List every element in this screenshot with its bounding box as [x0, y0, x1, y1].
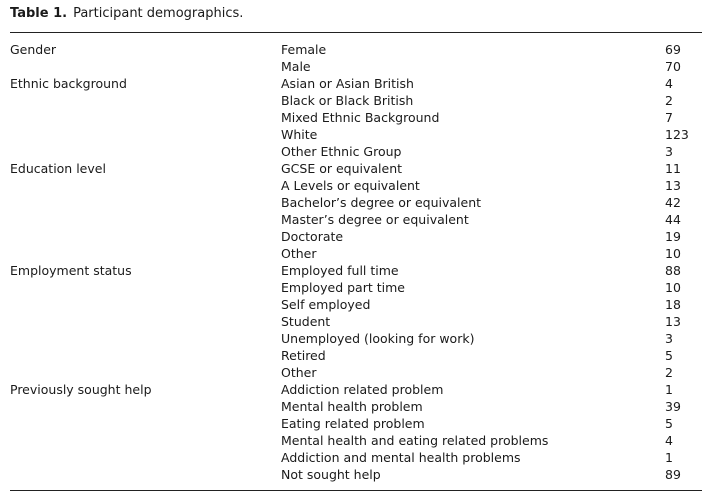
table-caption [10, 5, 243, 23]
item-cell: Other Ethnic Group [281, 144, 402, 159]
table-row [0, 279, 712, 296]
table-row [0, 364, 712, 381]
value-cell: 13 [665, 178, 681, 193]
value-cell: 10 [665, 246, 681, 261]
value-cell: 13 [665, 314, 681, 329]
table-row [0, 92, 712, 109]
item-cell: Self employed [281, 297, 371, 312]
category-cell: Employment status [10, 263, 132, 278]
table-row [0, 330, 712, 347]
table-row [0, 211, 712, 228]
table-row [0, 177, 712, 194]
table-row [0, 228, 712, 245]
table-label: Table 1. [10, 6, 68, 21]
table-row [0, 415, 712, 432]
table-row [0, 296, 712, 313]
table-row [0, 58, 712, 75]
table-row [0, 143, 712, 160]
item-cell: Eating related problem [281, 416, 425, 431]
table-row [0, 126, 712, 143]
item-cell: Master’s degree or equivalent [281, 212, 469, 227]
item-cell: A Levels or equivalent [281, 178, 420, 193]
top-rule [10, 32, 702, 33]
category-cell: Education level [10, 161, 106, 176]
value-cell: 4 [665, 76, 673, 91]
table-row [0, 245, 712, 262]
value-cell: 44 [665, 212, 681, 227]
value-cell: 19 [665, 229, 681, 244]
value-cell: 1 [665, 382, 673, 397]
item-cell: Employed part time [281, 280, 405, 295]
value-cell: 2 [665, 365, 673, 380]
value-cell: 3 [665, 144, 673, 159]
value-cell: 3 [665, 331, 673, 346]
category-cell: Gender [10, 42, 57, 57]
table-row [0, 381, 712, 398]
item-cell: Bachelor’s degree or equivalent [281, 195, 482, 210]
table-row [0, 449, 712, 466]
table-row [0, 466, 712, 483]
bottom-rule [10, 490, 702, 491]
item-cell: Unemployed (looking for work) [281, 331, 475, 346]
table-row [0, 194, 712, 211]
value-cell: 5 [665, 416, 673, 431]
table-caption-text: Participant demographics. [73, 6, 244, 21]
item-cell: GCSE or equivalent [281, 161, 403, 176]
value-cell: 7 [665, 110, 673, 125]
item-cell: Mental health problem [281, 399, 423, 414]
item-cell: Retired [281, 348, 326, 363]
item-cell: Asian or Asian British [281, 76, 414, 91]
item-cell: Other [281, 246, 317, 261]
table-row [0, 398, 712, 415]
value-cell: 69 [665, 42, 681, 57]
value-cell: 70 [665, 59, 681, 74]
value-cell: 89 [665, 467, 681, 482]
item-cell: White [281, 127, 318, 142]
value-cell: 123 [665, 127, 689, 142]
value-cell: 88 [665, 263, 681, 278]
item-cell: Not sought help [281, 467, 381, 482]
category-cell: Ethnic background [10, 76, 127, 91]
value-cell: 39 [665, 399, 681, 414]
table-row [0, 75, 712, 92]
value-cell: 1 [665, 450, 673, 465]
value-cell: 11 [665, 161, 681, 176]
value-cell: 18 [665, 297, 681, 312]
item-cell: Doctorate [281, 229, 344, 244]
item-cell: Male [281, 59, 311, 74]
table-row [0, 262, 712, 279]
item-cell: Mental health and eating related problems [281, 433, 549, 448]
item-cell: Female [281, 42, 327, 57]
table-row [0, 432, 712, 449]
category-cell: Previously sought help [10, 382, 152, 397]
item-cell: Addiction and mental health problems [281, 450, 521, 465]
table-row [0, 313, 712, 330]
table-row [0, 109, 712, 126]
table-row [0, 347, 712, 364]
item-cell: Student [281, 314, 331, 329]
table-row [0, 41, 712, 58]
item-cell: Black or Black British [281, 93, 414, 108]
table-row [0, 160, 712, 177]
item-cell: Addiction related problem [281, 382, 444, 397]
value-cell: 10 [665, 280, 681, 295]
value-cell: 42 [665, 195, 681, 210]
value-cell: 5 [665, 348, 673, 363]
item-cell: Mixed Ethnic Background [281, 110, 440, 125]
item-cell: Other [281, 365, 317, 380]
value-cell: 2 [665, 93, 673, 108]
item-cell: Employed full time [281, 263, 399, 278]
value-cell: 4 [665, 433, 673, 448]
